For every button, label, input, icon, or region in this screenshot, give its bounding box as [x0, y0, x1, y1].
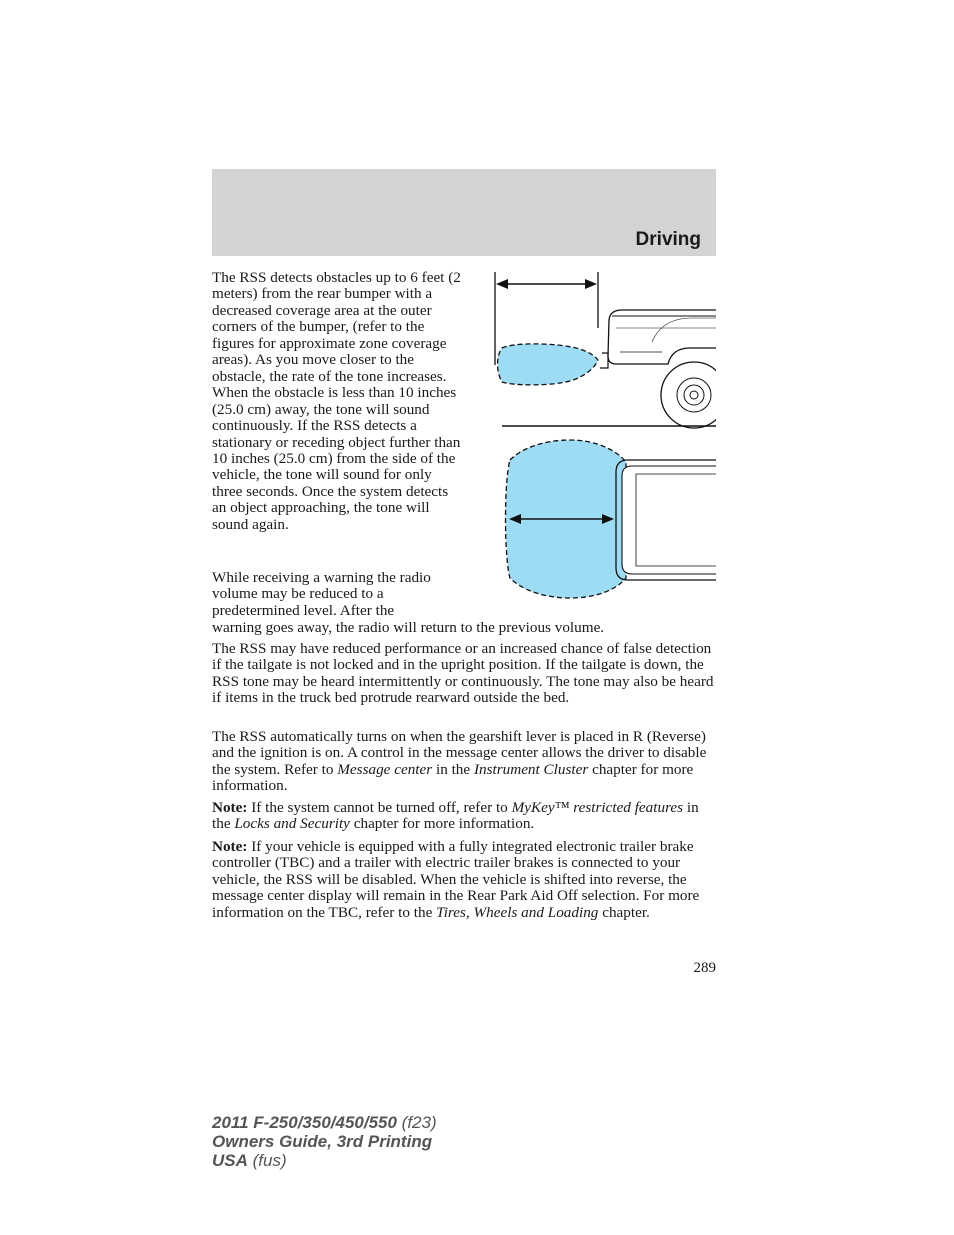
footer-line-model	[212, 1113, 437, 1132]
text-run: If the system cannot be turned off, refer to	[247, 799, 512, 816]
text-run: chapter for more information.	[349, 815, 535, 833]
reference-tires-wheels-loading: Tires, Wheels and Loading	[436, 903, 599, 921]
page-number: 289	[693, 960, 716, 976]
paragraph-auto-on	[212, 729, 718, 795]
footer-model-code: (f23)	[396, 1113, 437, 1132]
rear-bumper	[600, 353, 608, 368]
reference-instrument-cluster: Instrument Cluster	[473, 760, 589, 778]
arrow-head-right	[585, 279, 597, 289]
reference-locks-security: Locks and Security	[234, 815, 350, 833]
wheel-center	[690, 391, 698, 399]
side-coverage-zone	[498, 344, 599, 385]
paragraph-rss-detection: The RSS detects obstacles up to 6 feet (2 meters) from the rear bumper with a decreased coverage area at the outer corners of the bumper, (refer to the figures for approximate zone coverage areas). As you move closer to the obstacle, the rate of the tone increases. When the obstacle is less than 10 inches (25.0 cm) away, the tone will sound continuously. If the RSS detects a stationary or receding object further than 10 inches (25.0 cm) from the side of the vehicle, the tone will sound for only three seconds. Once the system detects an object approaching, the tone will sound again.	[212, 269, 461, 533]
text-run: in the	[432, 760, 474, 778]
top-view-figure	[506, 440, 717, 598]
paragraph-tailgate: The RSS may have reduced performance or an increased chance of false detection if the tailgate is not locked and in the upright position. If the tailgate is down, the RSS tone may be heard intermittently or continuously. The tone may also be heard if items in the truck bed protrude rearward outside the bed.	[212, 640, 714, 707]
footer-line-market	[212, 1151, 437, 1170]
paragraph-radio-volume-start: While receiving a warning the radio volume may be reduced to a predetermined level. After the	[212, 569, 431, 619]
side-view-figure	[495, 272, 716, 428]
rss-coverage-diagram	[492, 268, 716, 602]
note-trailer-brake	[212, 839, 718, 921]
text-run: chapter for more information.	[212, 760, 694, 795]
note-label: Note:	[212, 799, 248, 816]
footer-line-guide: Owners Guide, 3rd Printing	[212, 1132, 433, 1151]
footer-market: USA	[212, 1151, 248, 1170]
paragraph-radio-volume-end: warning goes away, the radio will return to the previous volume.	[212, 619, 605, 636]
reference-message-center: Message center	[337, 760, 433, 778]
footer-market-code: (fus)	[247, 1151, 287, 1170]
footer-model: 2011 F-250/350/450/550	[212, 1113, 397, 1132]
note-mykey	[212, 800, 718, 833]
text-run: in the	[212, 799, 699, 833]
section-title: Driving	[635, 229, 701, 250]
wheel-arch-crease	[652, 318, 716, 342]
reference-mykey: MyKey™ restricted features	[511, 799, 684, 816]
text-run: If your vehicle is equipped with a fully integrated electronic trailer brake controller (TBC) and a trailer with electric trailer brakes is connected to your vehicle, the RSS will be disabled. When the vehicle is shifted into reverse, the message center display will remain in the Rear Park Aid Off selection. For more information on the TBC, refer to the	[212, 838, 700, 921]
text-run: The RSS automatically turns on when the gearshift lever is placed in R (Reverse) and the ignition is on. A control in the message center allows the driver to disable the system. Refer to	[212, 728, 707, 778]
section-header-band	[212, 169, 716, 256]
note-label: Note:	[212, 838, 248, 855]
footer-publication-info	[212, 1113, 437, 1170]
text-run: chapter.	[598, 903, 650, 921]
arrow-head-left	[496, 279, 508, 289]
